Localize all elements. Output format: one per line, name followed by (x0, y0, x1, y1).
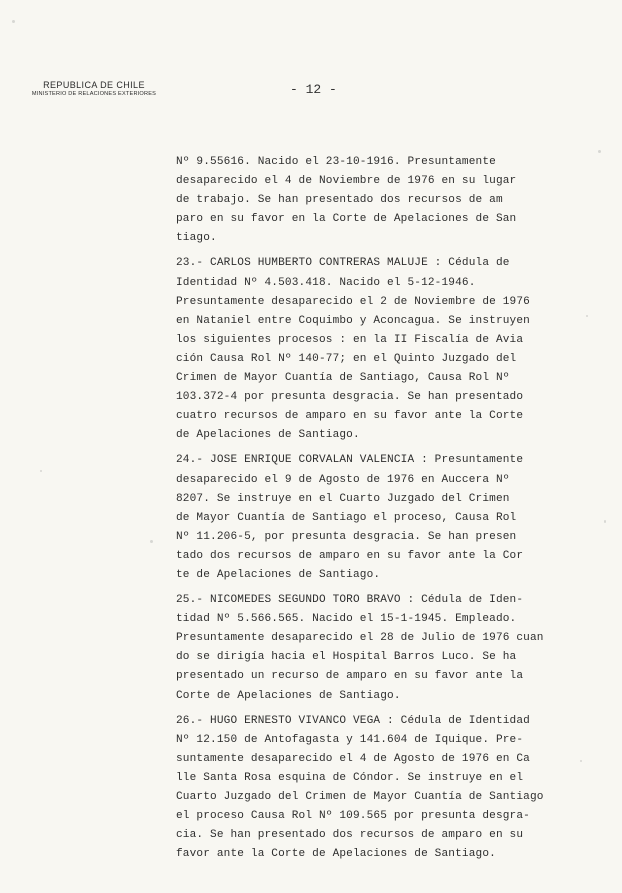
text-line: suntamente desaparecido el 4 de Agosto de 1976 en Ca (176, 752, 530, 765)
text-line: cuatro recursos de amparo en su favor ante la Corte (176, 410, 524, 423)
text-line: el proceso Causa Rol Nº 109.565 por presunta desgra- (176, 810, 530, 823)
paragraph-26 (176, 712, 596, 865)
text-line: favor ante la Corte de Apelaciones de Santiago. (176, 848, 496, 861)
text-line: cia. Se han presentado dos recursos de amparo en su (176, 829, 524, 842)
text-line: desaparecido el 9 de Agosto de 1976 en Auccera Nº (176, 473, 510, 486)
scan-speck (604, 520, 606, 523)
text-line: do se dirigía hacia el Hospital Barros Luco. Se ha (176, 651, 517, 664)
text-line: Presuntamente desaparecido el 28 de Julio de 1976 cuan (176, 632, 544, 645)
text-line: Identidad Nº 4.503.418. Nacido el 5-12-1946. (176, 276, 476, 289)
paragraph-22-continuation (176, 153, 596, 248)
text-line: tado dos recursos de amparo en su favor ante la Cor (176, 549, 524, 562)
scan-speck (12, 20, 15, 23)
letterhead-country: REPUBLICA DE CHILE (43, 80, 145, 90)
page-number: - 12 - (290, 82, 337, 97)
text-line: Cuarto Juzgado del Crimen de Mayor Cuantía de Santiago (176, 791, 544, 803)
text-line: Nº 9.55616. Nacido el 23-10-1916. Presuntamente (176, 156, 496, 168)
text-line: tidad Nº 5.566.565. Nacido el 15-1-1945. Empleado. (176, 613, 517, 626)
text-line: los siguientes procesos : en la II Fiscalía de Avia (176, 333, 524, 346)
text-line: en Nataniel entre Coquimbo y Aconcagua. Se instruyen (176, 314, 530, 327)
text-line: paro en su favor en la Corte de Apelaciones de San (176, 213, 517, 226)
text-line: te de Apelaciones de Santiago. (176, 568, 381, 581)
text-line: tiago. (176, 232, 217, 245)
text-line: Corte de Apelaciones de Santiago. (176, 689, 401, 702)
paragraph-24 (176, 451, 596, 585)
scan-speck (40, 470, 42, 472)
scan-speck (580, 760, 582, 762)
text-line: de trabajo. Se han presentado dos recursos de am (176, 194, 503, 207)
text-line: Presuntamente desaparecido el 2 de Noviembre de 1976 (176, 295, 530, 308)
paragraph-25 (176, 591, 596, 706)
text-line: Crimen de Mayor Cuantía de Santiago, Causa Rol Nº (176, 372, 510, 385)
letterhead (14, 80, 174, 97)
text-line: Nº 12.150 de Antofagasta y 141.604 de Iquique. Pre- (176, 733, 524, 746)
letterhead-ministry: MINISTERIO DE RELACIONES EXTERIORES (31, 91, 157, 97)
text-line: de Apelaciones de Santiago. (176, 429, 360, 442)
text-line: 24.- JOSE ENRIQUE CORVALAN VALENCIA : Presuntamente (176, 454, 524, 467)
text-line: 25.- NICOMEDES SEGUNDO TORO BRAVO : Cédula de Iden- (176, 594, 524, 607)
scan-speck (598, 150, 601, 153)
text-line: de Mayor Cuantía de Santiago el proceso, Causa Rol (176, 511, 517, 524)
text-line: presentado un recurso de amparo en su favor ante la (176, 670, 524, 683)
text-line: 26.- HUGO ERNESTO VIVANCO VEGA : Cédula de Identidad (176, 714, 530, 727)
text-line: 8207. Se instruye en el Cuarto Juzgado del Crimen (176, 492, 510, 505)
text-line: 23.- CARLOS HUMBERTO CONTRERAS MALUJE : Cédula de (176, 257, 510, 270)
text-line: Nº 11.206-5, por presunta desgracia. Se han presen (176, 530, 517, 543)
paragraph-23 (176, 254, 596, 445)
text-line: desaparecido el 4 de Noviembre de 1976 en su lugar (176, 175, 517, 188)
text-line: ción Causa Rol Nº 140-77; en el Quinto Juzgado del (176, 352, 517, 365)
document-body (176, 153, 596, 870)
scan-speck (586, 315, 588, 317)
scan-speck (150, 540, 153, 543)
text-line: 103.372-4 por presunta desgracia. Se han presentado (176, 391, 524, 404)
text-line: lle Santa Rosa esquina de Cóndor. Se instruye en el (176, 771, 524, 784)
